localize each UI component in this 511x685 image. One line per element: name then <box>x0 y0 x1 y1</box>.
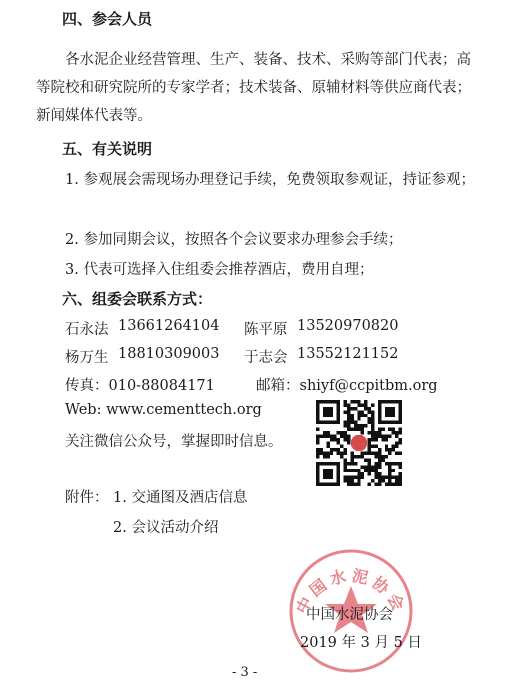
qr-module <box>395 479 398 482</box>
qr-module <box>378 472 381 475</box>
qr-module <box>399 428 402 431</box>
qr-module <box>347 417 350 420</box>
qr-module <box>361 410 364 413</box>
contact-name: 杨万生 <box>65 350 109 366</box>
wechat-qr-code <box>316 400 402 486</box>
qr-module <box>323 431 326 434</box>
qr-module <box>344 403 347 406</box>
section6-heading: 六、组委会联系方式： <box>62 290 213 308</box>
qr-module <box>399 452 402 455</box>
qr-module <box>364 452 367 455</box>
qr-module <box>357 472 360 475</box>
attachment-item: 2. 会议活动介绍 <box>113 520 219 536</box>
qr-module <box>374 469 377 472</box>
contact-phone: 18810309003 <box>118 346 220 362</box>
qr-module <box>388 472 391 475</box>
qr-module <box>333 448 336 451</box>
qr-module <box>361 472 364 475</box>
qr-module <box>399 472 402 475</box>
qr-module <box>354 428 357 431</box>
qr-module <box>374 431 377 434</box>
qr-module <box>316 434 319 437</box>
qr-module <box>381 428 384 431</box>
qr-module <box>354 400 357 403</box>
qr-module <box>340 434 343 437</box>
qr-module <box>368 407 371 410</box>
qr-module <box>350 455 353 458</box>
qr-module <box>368 438 371 441</box>
qr-module <box>368 483 371 486</box>
qr-module <box>399 431 402 434</box>
qr-module <box>371 469 374 472</box>
qr-module <box>361 414 364 417</box>
qr-finder <box>323 407 333 417</box>
qr-module <box>347 438 350 441</box>
qr-module <box>368 431 371 434</box>
qr-module <box>371 424 374 427</box>
qr-module <box>316 441 319 444</box>
qr-module <box>344 462 347 465</box>
qr-module <box>340 452 343 455</box>
qr-module <box>316 438 319 441</box>
qr-module <box>354 424 357 427</box>
qr-module <box>388 452 391 455</box>
qr-module <box>374 465 377 468</box>
qr-module <box>326 434 329 437</box>
qr-module <box>399 483 402 486</box>
qr-module <box>344 465 347 468</box>
qr-module <box>378 476 381 479</box>
qr-module <box>344 424 347 427</box>
qr-module <box>374 434 377 437</box>
qr-module <box>381 476 384 479</box>
qr-module <box>374 438 377 441</box>
qr-module <box>361 455 364 458</box>
qr-module <box>350 417 353 420</box>
section4-heading: 四、参会人员 <box>62 10 153 28</box>
qr-module <box>340 445 343 448</box>
qr-module <box>392 462 395 465</box>
qr-module <box>344 469 347 472</box>
qr-module <box>364 414 367 417</box>
qr-module <box>395 462 398 465</box>
qr-module <box>368 469 371 472</box>
qr-module <box>344 479 347 482</box>
qr-module <box>357 483 360 486</box>
qr-module <box>350 452 353 455</box>
qr-finder <box>323 469 333 479</box>
qr-module <box>347 462 350 465</box>
qr-module <box>333 438 336 441</box>
qr-module <box>368 417 371 420</box>
qr-module <box>378 483 381 486</box>
qr-module <box>326 452 329 455</box>
qr-module <box>371 428 374 431</box>
note-item-2: 2. 参加同期会议，按照各个会议要求办理参会手续； <box>65 232 403 248</box>
qr-module <box>385 462 388 465</box>
qr-module <box>361 424 364 427</box>
contact-name: 石永法 <box>65 322 109 338</box>
qr-module <box>350 407 353 410</box>
qr-module <box>368 445 371 448</box>
qr-module <box>330 438 333 441</box>
qr-module <box>392 476 395 479</box>
qr-module <box>350 428 353 431</box>
qr-module <box>388 476 391 479</box>
qr-module <box>361 403 364 406</box>
qr-module <box>364 469 367 472</box>
qr-module <box>347 441 350 444</box>
qr-module <box>388 469 391 472</box>
qr-module <box>357 479 360 482</box>
contact-phone: 13552121152 <box>297 346 399 362</box>
contact-name: 陈平原 <box>244 322 288 338</box>
qr-module <box>395 445 398 448</box>
qr-module <box>399 438 402 441</box>
qr-module <box>326 455 329 458</box>
qr-module <box>374 462 377 465</box>
qr-module <box>364 458 367 461</box>
qr-module <box>361 465 364 468</box>
qr-module <box>368 448 371 451</box>
qr-module <box>350 483 353 486</box>
qr-module <box>392 431 395 434</box>
qr-module <box>350 479 353 482</box>
qr-module <box>344 458 347 461</box>
qr-module <box>316 452 319 455</box>
qr-module <box>395 452 398 455</box>
qr-module <box>381 458 384 461</box>
qr-module <box>347 421 350 424</box>
section5-heading: 五、有关说明 <box>62 140 153 158</box>
note-item-3: 3. 代表可选择入住组委会推荐酒店，费用自理； <box>65 262 374 278</box>
qr-module <box>392 445 395 448</box>
qr-module <box>371 452 374 455</box>
qr-module <box>385 448 388 451</box>
qr-module <box>316 428 319 431</box>
qr-module <box>364 424 367 427</box>
qr-module <box>388 479 391 482</box>
qr-module <box>357 428 360 431</box>
signature-date: 2019 年 3 月 5 日 <box>300 635 422 651</box>
qr-module <box>354 455 357 458</box>
qr-module <box>368 458 371 461</box>
qr-module <box>347 428 350 431</box>
qr-module <box>364 407 367 410</box>
qr-module <box>374 445 377 448</box>
contact-phone: 13520970820 <box>297 318 399 334</box>
qr-module <box>381 455 384 458</box>
qr-finder <box>385 407 395 417</box>
qr-module <box>364 400 367 403</box>
attachment-item: 1. 交通图及酒店信息 <box>113 490 248 506</box>
qr-module <box>392 448 395 451</box>
qr-module <box>385 455 388 458</box>
qr-module <box>368 421 371 424</box>
qr-module <box>378 462 381 465</box>
seal-arc-text: 中国水泥协会 <box>292 565 410 617</box>
qr-module <box>344 431 347 434</box>
qr-module <box>395 434 398 437</box>
qr-module <box>340 455 343 458</box>
qr-module <box>364 465 367 468</box>
qr-module <box>371 414 374 417</box>
qr-module <box>368 452 371 455</box>
qr-module <box>395 483 398 486</box>
qr-module <box>350 414 353 417</box>
qr-module <box>399 462 402 465</box>
qr-module <box>357 424 360 427</box>
qr-module <box>371 403 374 406</box>
qr-module <box>347 407 350 410</box>
contact-name: 于志会 <box>244 350 288 366</box>
qr-module <box>381 479 384 482</box>
qr-module <box>354 469 357 472</box>
page-number: - 3 - <box>232 665 258 680</box>
qr-module <box>347 414 350 417</box>
qr-module <box>378 458 381 461</box>
qr-module <box>378 455 381 458</box>
qr-module <box>388 428 391 431</box>
qr-module <box>381 438 384 441</box>
qr-module <box>399 476 402 479</box>
qr-module <box>385 434 388 437</box>
qr-module <box>371 479 374 482</box>
qr-module <box>378 452 381 455</box>
qr-module <box>368 441 371 444</box>
qr-module <box>357 403 360 406</box>
qr-module <box>357 455 360 458</box>
qr-module <box>388 462 391 465</box>
qr-module <box>361 431 364 434</box>
qr-module <box>347 479 350 482</box>
qr-module <box>361 428 364 431</box>
qr-module <box>350 469 353 472</box>
qr-module <box>347 424 350 427</box>
qr-module <box>330 434 333 437</box>
qr-module <box>337 441 340 444</box>
qr-module <box>371 465 374 468</box>
qr-module <box>388 434 391 437</box>
qr-module <box>357 417 360 420</box>
qr-module <box>388 448 391 451</box>
qr-module <box>326 431 329 434</box>
qr-module <box>350 458 353 461</box>
qr-module <box>368 465 371 468</box>
qr-module <box>395 431 398 434</box>
qr-module <box>326 441 329 444</box>
qr-module <box>371 434 374 437</box>
qr-module <box>371 410 374 413</box>
qr-module <box>364 403 367 406</box>
qr-module <box>323 434 326 437</box>
contact-phone: 13661264104 <box>118 318 220 334</box>
qr-module <box>344 452 347 455</box>
qr-module <box>316 448 319 451</box>
qr-module <box>323 452 326 455</box>
qr-module <box>392 469 395 472</box>
qr-module <box>337 452 340 455</box>
qr-module <box>399 441 402 444</box>
qr-module <box>371 421 374 424</box>
qr-module <box>344 438 347 441</box>
qr-module <box>371 431 374 434</box>
qr-module <box>333 434 336 437</box>
qr-module <box>337 448 340 451</box>
qr-module <box>357 476 360 479</box>
attachments-label: 附件： <box>65 490 109 506</box>
qr-module <box>374 455 377 458</box>
qr-module <box>344 400 347 403</box>
qr-module <box>374 483 377 486</box>
qr-module <box>319 448 322 451</box>
qr-module <box>316 455 319 458</box>
qr-module <box>395 441 398 444</box>
qr-center-logo <box>351 435 368 452</box>
qr-module <box>354 421 357 424</box>
qr-module <box>347 434 350 437</box>
qr-module <box>371 445 374 448</box>
qr-module <box>385 438 388 441</box>
qr-module <box>350 421 353 424</box>
qr-module <box>344 476 347 479</box>
qr-module <box>347 469 350 472</box>
qr-module <box>399 479 402 482</box>
qr-module <box>323 455 326 458</box>
qr-module <box>344 421 347 424</box>
signature-org: 中国水泥协会 <box>306 607 393 623</box>
qr-module <box>330 448 333 451</box>
qr-module <box>388 483 391 486</box>
qr-module <box>392 483 395 486</box>
qr-module <box>330 452 333 455</box>
qr-module <box>378 428 381 431</box>
qr-module <box>374 472 377 475</box>
qr-module <box>347 410 350 413</box>
qr-module <box>385 445 388 448</box>
qr-module <box>385 483 388 486</box>
qr-module <box>354 462 357 465</box>
note-item-1: 1. 参观展会需现场办理登记手续，免费领取参观证，持证参观； <box>65 172 475 188</box>
qr-module <box>354 476 357 479</box>
qr-module <box>347 483 350 486</box>
email: 邮箱：shiyf@ccpitbm.org <box>256 378 438 394</box>
qr-module <box>395 476 398 479</box>
qr-module <box>350 476 353 479</box>
qr-module <box>378 431 381 434</box>
qr-module <box>347 403 350 406</box>
website: Web: www.cementtech.org <box>65 402 262 418</box>
section4-paragraph: 各水泥企业经营管理、生产、装备、技术、采购等部门代表；高等院校和研究院所的专家学者；技术装备、原辅材料等供应商代表；新闻媒体代表等。 <box>36 52 471 124</box>
qr-module <box>378 479 381 482</box>
qr-module <box>371 417 374 420</box>
qr-module <box>357 400 360 403</box>
qr-module <box>368 472 371 475</box>
qr-module <box>399 465 402 468</box>
qr-module <box>361 452 364 455</box>
qr-module <box>319 452 322 455</box>
qr-module <box>319 434 322 437</box>
qr-module <box>350 462 353 465</box>
qr-module <box>337 438 340 441</box>
qr-module <box>357 414 360 417</box>
qr-module <box>344 448 347 451</box>
qr-module <box>388 465 391 468</box>
qr-module <box>385 476 388 479</box>
qr-module <box>326 445 329 448</box>
qr-module <box>381 434 384 437</box>
qr-module <box>361 476 364 479</box>
qr-module <box>347 476 350 479</box>
qr-module <box>368 462 371 465</box>
qr-module <box>354 483 357 486</box>
fax: 传真：010-88084171 <box>65 378 215 394</box>
qr-module <box>357 469 360 472</box>
qr-module <box>337 431 340 434</box>
qr-module <box>392 428 395 431</box>
qr-module <box>357 410 360 413</box>
qr-module <box>378 434 381 437</box>
qr-module <box>374 452 377 455</box>
qr-module <box>378 448 381 451</box>
qr-module <box>350 400 353 403</box>
wechat-note: 关注微信公众号，掌握即时信息。 <box>65 434 283 450</box>
qr-module <box>340 431 343 434</box>
qr-module <box>354 407 357 410</box>
qr-module <box>374 476 377 479</box>
qr-module <box>368 410 371 413</box>
qr-module <box>371 438 374 441</box>
qr-module <box>344 410 347 413</box>
qr-module <box>344 434 347 437</box>
qr-module <box>378 465 381 468</box>
